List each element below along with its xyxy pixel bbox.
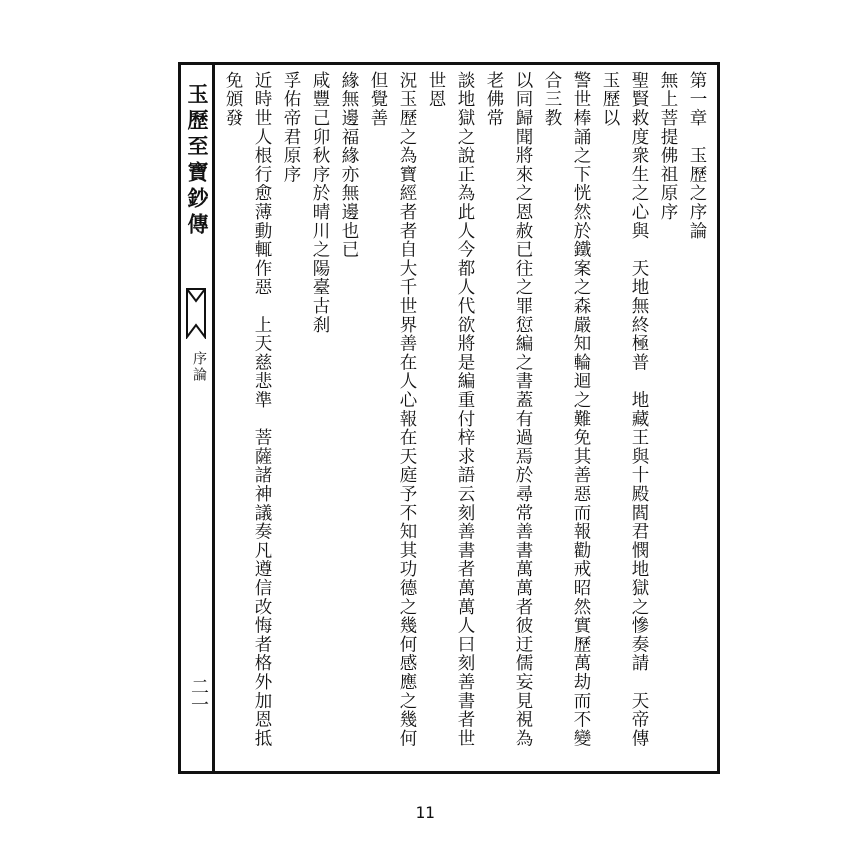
- fish-tail-icon: [185, 287, 207, 339]
- spine-page-mark: 二一: [188, 677, 209, 713]
- chapter-heading: 第一章 玉歷之序論: [687, 71, 707, 241]
- vertical-text-body: [219, 71, 711, 765]
- text-column: 談地獄之說正為此人今都人代欲將是編重付梓求語云刻善書者萬萬人曰刻善書者世世恩: [426, 71, 475, 748]
- section-heading: 孚佑帝君原序: [281, 71, 301, 184]
- text-column: 以同歸聞將來之恩赦已往之罪愆編之書蓋有過焉於尋常善書萬萬者彼迂儒妄見視為老佛常: [484, 71, 533, 748]
- section-heading: 無上菩提佛祖原序: [658, 71, 678, 222]
- spine-margin: [181, 65, 215, 771]
- spine-section-label: 序論: [191, 351, 207, 383]
- text-column: 近時世人根行愈薄動輒作惡 上天慈悲準 菩薩諸神議奏凡遵信改悔者格外加恩抵免頒發: [223, 71, 272, 748]
- preface-signature: 咸豐己卯秋序於晴川之陽臺古刹: [310, 71, 330, 335]
- spine-book-title: 玉歷至寶鈔傳: [185, 83, 210, 239]
- text-column: 況玉歷之為寶經者者自大千世界善在人心報在天庭予不知其功德之幾何感應之幾何但覺善: [368, 71, 417, 748]
- page-number: 11: [415, 803, 435, 822]
- text-column: 聖賢救度衆生之心與 天地無終極普 地藏王與十殿閻君憫地獄之慘奏請 天帝傳玉歷以: [600, 71, 649, 748]
- text-column: 緣無邊福緣亦無邊也已: [339, 71, 359, 259]
- text-frame: [178, 62, 720, 774]
- text-column: 警世棒誦之下恍然於鐵案之森嚴知輪迴之難免其善惡而報勸戒昭然實歷萬劫而不變合三教: [542, 71, 591, 748]
